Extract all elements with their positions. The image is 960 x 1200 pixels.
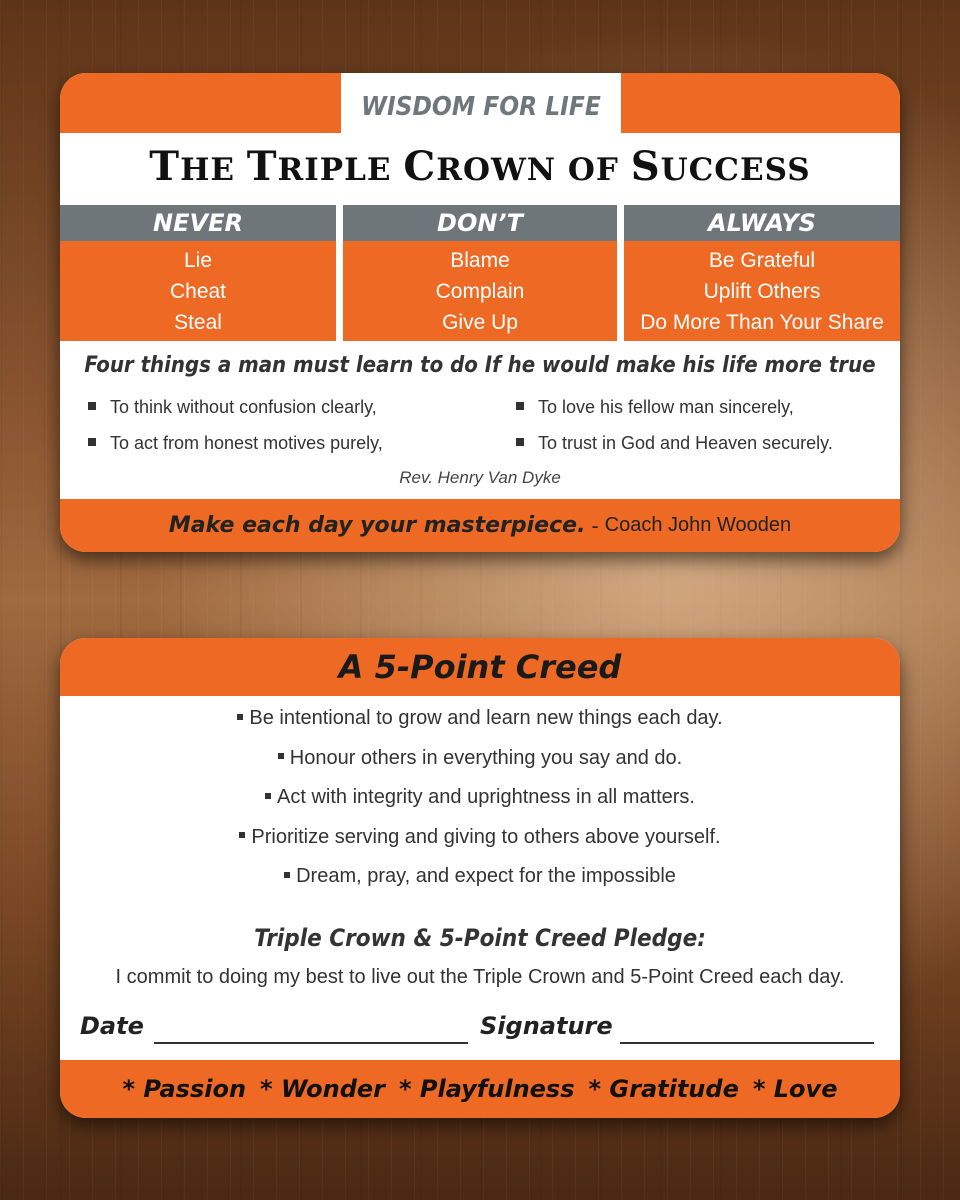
bullet-icon xyxy=(237,714,243,720)
title-letter: S xyxy=(630,143,661,190)
poem-author: Rev. Henry Van Dyke xyxy=(399,468,561,487)
poem-line-text: To love his fellow man sincerely, xyxy=(538,397,794,417)
creed-card xyxy=(60,638,900,1118)
wisdom-tab: WISDOM FOR LIFE xyxy=(341,73,621,133)
quote-footer xyxy=(60,499,900,552)
title-part: HE xyxy=(180,152,247,188)
column-body xyxy=(60,241,336,341)
creed-item xyxy=(60,858,900,898)
main-title xyxy=(60,143,900,190)
poem-line-text: To trust in God and Heaven securely. xyxy=(538,433,833,453)
column-always xyxy=(624,205,900,341)
poem-line-text: To think without confusion clearly, xyxy=(110,397,377,417)
poem-heading: Four things a man must learn to do If he would make his life more true xyxy=(84,353,876,378)
bullet-icon xyxy=(284,872,290,878)
column-item: Do More Than Your Share xyxy=(640,310,884,334)
creed-list xyxy=(60,700,900,898)
value-item: * Passion xyxy=(122,1075,247,1103)
column-heading: NEVER xyxy=(60,205,336,241)
poem-list-left xyxy=(88,389,383,461)
pledge-text: I commit to doing my best to live out the Triple Crown and 5-Point Creed each day. xyxy=(115,966,845,988)
creed-item-text: Be intentional to grow and learn new things each day. xyxy=(249,707,723,729)
title-letter: C xyxy=(403,143,437,190)
creed-item xyxy=(60,819,900,859)
bullet-icon xyxy=(88,438,96,446)
bullet-icon xyxy=(88,402,96,410)
bullet-icon xyxy=(278,753,284,759)
signature-row xyxy=(80,1012,880,1048)
title-part: RIPLE xyxy=(277,152,404,188)
creed-item-text: Dream, pray, and expect for the impossible xyxy=(296,865,676,887)
creed-item xyxy=(60,779,900,819)
poem-list-right xyxy=(516,389,833,461)
column-never xyxy=(60,205,336,341)
triple-crown-card xyxy=(60,73,900,552)
values-footer xyxy=(60,1060,900,1118)
quote-dash: - xyxy=(591,513,599,538)
column-body xyxy=(343,241,617,341)
value-item: * Love xyxy=(752,1075,838,1103)
pledge-heading: Triple Crown & 5-Point Creed Pledge: xyxy=(254,924,706,952)
column-item: Uplift Others xyxy=(703,279,821,303)
value-item: * Wonder xyxy=(260,1075,385,1103)
creed-item-text: Honour others in everything you say and do. xyxy=(289,746,683,769)
column-item: Blame xyxy=(450,248,510,272)
column-dont xyxy=(343,205,617,341)
value-item: * Gratitude xyxy=(588,1075,739,1103)
value-item: * Playfulness xyxy=(398,1075,575,1103)
creed-item xyxy=(60,740,900,780)
title-letter: T xyxy=(149,143,181,190)
column-heading: ALWAYS xyxy=(624,205,900,241)
quote-text: Make each day your masterpiece. xyxy=(168,513,586,538)
date-label: Date xyxy=(80,1012,144,1040)
bullet-icon xyxy=(516,438,524,446)
poem-line xyxy=(88,389,383,425)
bullet-icon xyxy=(516,402,524,410)
poem-line xyxy=(516,425,833,461)
creed-title: A 5-Point Creed xyxy=(60,638,900,696)
column-body xyxy=(624,241,900,341)
quote-author: Coach John Wooden xyxy=(604,514,792,536)
title-part: UCCESS xyxy=(660,152,811,188)
column-item: Give Up xyxy=(442,310,518,334)
signature-line[interactable] xyxy=(620,1042,874,1044)
column-item: Steal xyxy=(174,310,222,334)
signature-label: Signature xyxy=(480,1012,613,1040)
title-part: ROWN OF xyxy=(436,152,631,188)
column-heading: DON’T xyxy=(343,205,617,241)
column-item: Lie xyxy=(183,248,213,272)
date-line[interactable] xyxy=(154,1042,468,1044)
creed-item-text: Act with integrity and uprightness in all matters. xyxy=(277,786,695,808)
poem-line xyxy=(516,389,833,425)
poem-line xyxy=(88,425,383,461)
title-letter: T xyxy=(246,143,278,190)
column-item: Be Grateful xyxy=(708,248,816,272)
column-item: Cheat xyxy=(169,279,227,303)
poem-line-text: To act from honest motives purely, xyxy=(110,433,383,453)
column-item: Complain xyxy=(435,279,525,303)
creed-item xyxy=(60,700,900,740)
creed-item-text: Prioritize serving and giving to others above yourself. xyxy=(251,825,721,848)
bullet-icon xyxy=(239,832,245,838)
bullet-icon xyxy=(265,793,271,799)
